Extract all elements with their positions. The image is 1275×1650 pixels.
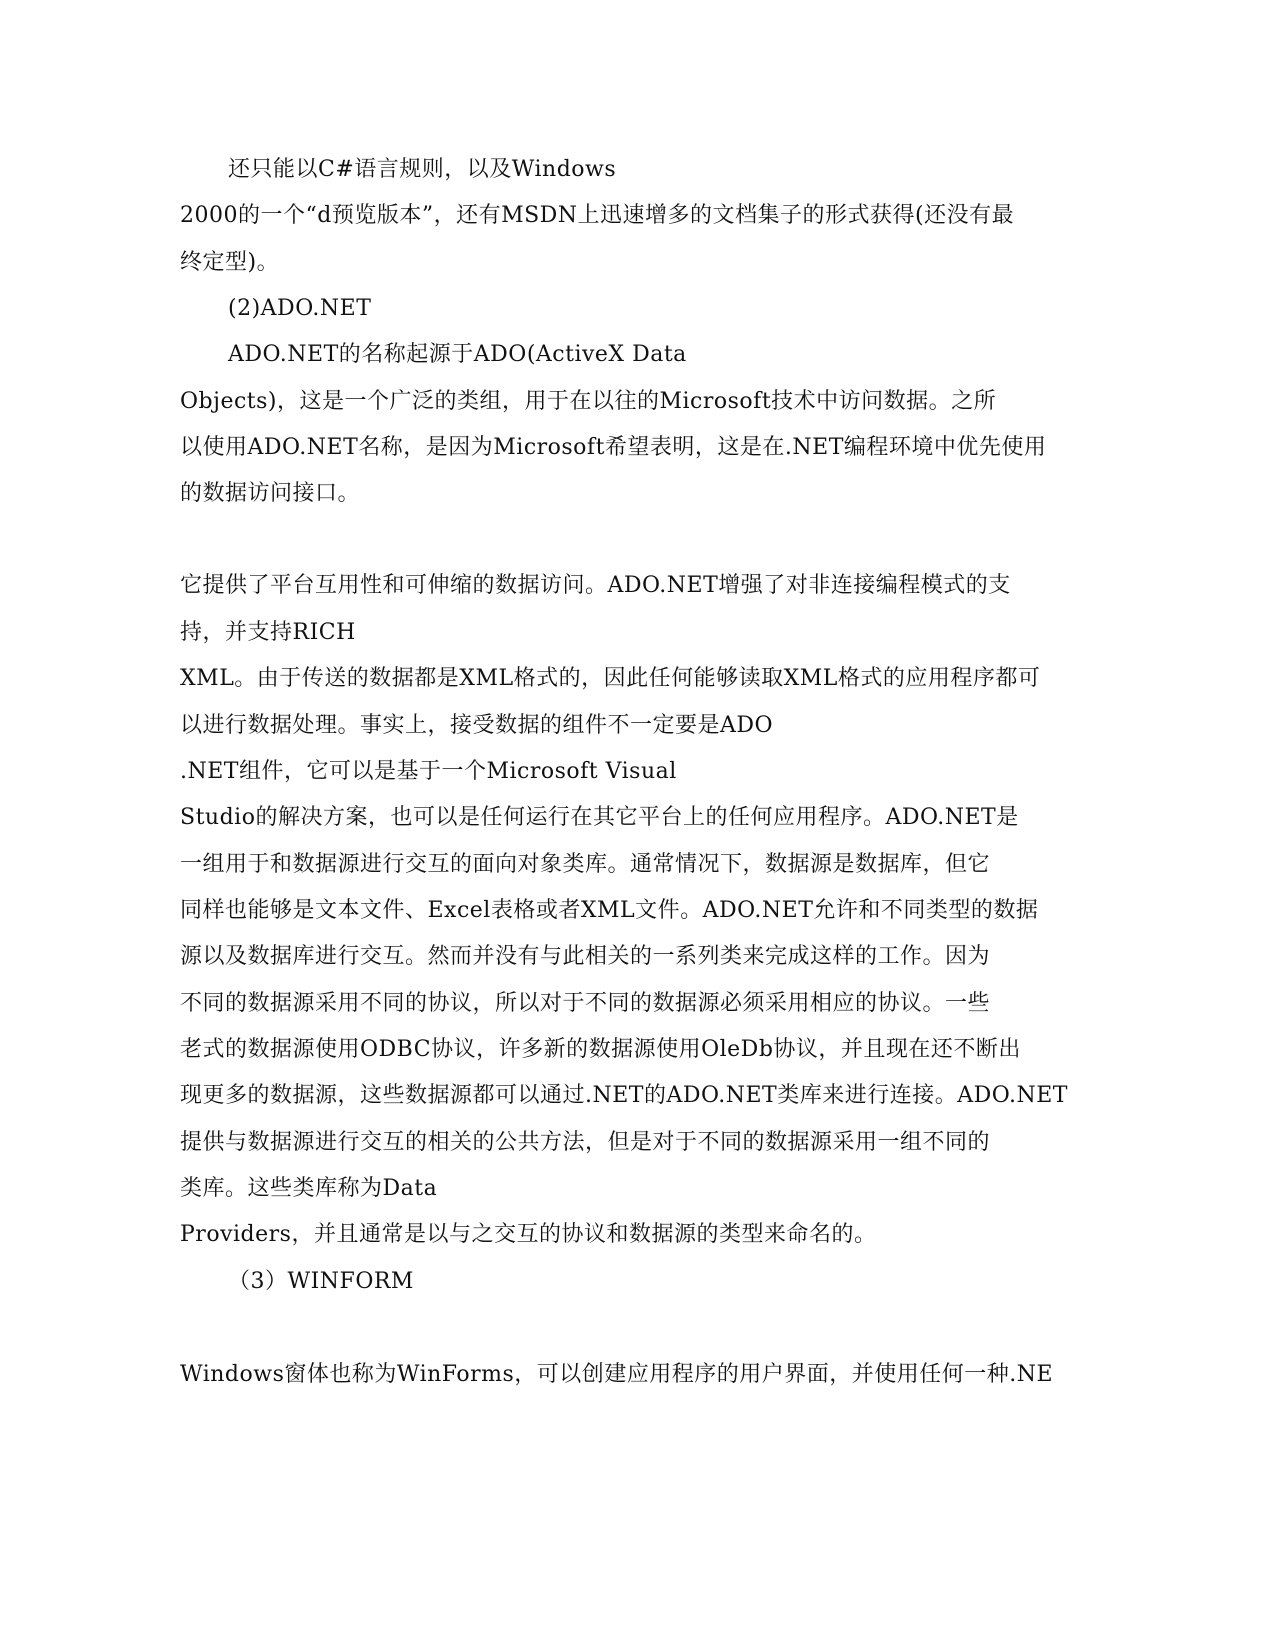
text-line: 终定型)。 (180, 250, 280, 275)
text-line: 源以及数据库进行交互。然而并没有与此相关的一系列类来完成这样的工作。因为 (180, 944, 991, 969)
text-line: 持，并支持RICH (180, 620, 356, 645)
text-line: 老式的数据源使用ODBC协议，许多新的数据源使用OleDb协议，并且现在还不断出 (180, 1037, 1021, 1062)
text-line: 的数据访问接口。 (180, 481, 361, 506)
text-line: 一组用于和数据源进行交互的面向对象类库。通常情况下，数据源是数据库，但它 (180, 852, 991, 877)
section-heading: （3）WINFORM (228, 1269, 414, 1294)
text-line: 现更多的数据源，这些数据源都可以通过.NET的ADO.NET类库来进行连接。ADO.NET (180, 1083, 1068, 1108)
text-line: 类库。这些类库称为Data (180, 1176, 438, 1201)
text-line: 还只能以C#语言规则，以及Windows (228, 157, 617, 182)
text-line: 以进行数据处理。事实上，接受数据的组件不一定要是ADO (180, 713, 774, 738)
text-line: XML。由于传送的数据都是XML格式的，因此任何能够读取XML格式的应用程序都可 (180, 666, 1041, 691)
text-line: Objects)，这是一个广泛的类组，用于在以往的Microsoft技术中访问数据。之所 (180, 389, 997, 414)
text-line: 同样也能够是文本文件、Excel表格或者XML文件。ADO.NET允许和不同类型的数据 (180, 898, 1039, 923)
text-line: .NET组件，它可以是基于一个Microsoft Visual (180, 759, 677, 784)
text-line: 提供与数据源进行交互的相关的公共方法，但是对于不同的数据源采用一组不同的 (180, 1130, 991, 1155)
text-line: 2000的一个“d预览版本”，还有MSDN上迅速增多的文档集子的形式获得(还没有最 (180, 203, 1015, 228)
text-line: ADO.NET的名称起源于ADO(ActiveX Data (228, 342, 687, 367)
text-line: 以使用ADO.NET名称，是因为Microsoft希望表明，这是在.NET编程环境中优先使用 (180, 435, 1047, 460)
text-line: Providers，并且通常是以与之交互的协议和数据源的类型来命名的。 (180, 1222, 877, 1247)
text-line: 它提供了平台互用性和可伸缩的数据访问。ADO.NET增强了对非连接编程模式的支 (180, 573, 1011, 598)
text-line: Studio的解决方案，也可以是任何运行在其它平台上的任何应用程序。ADO.NET是 (180, 805, 1019, 830)
text-line: 不同的数据源采用不同的协议，所以对于不同的数据源必须采用相应的协议。一些 (180, 991, 991, 1016)
text-line: Windows窗体也称为WinForms，可以创建应用程序的用户界面，并使用任何一种.NE (180, 1362, 1054, 1387)
section-heading: (2)ADO.NET (228, 296, 372, 321)
